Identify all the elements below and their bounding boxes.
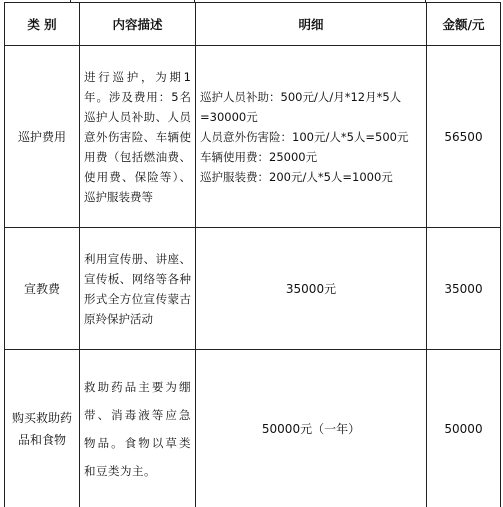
row-amount: 56500 [427,46,501,228]
row-detail [196,46,427,228]
row-description: 救助药品主要为绷带、消毒液等应急物品。食物以草类和豆类为主。 [80,350,196,507]
row-amount: 50000 [427,350,501,507]
detail-line: 巡护人员补助：500元/人/月*12月*5人=30000元 [200,89,402,124]
row-category: 巡护费用 [5,46,80,228]
header-description: 内容描述 [80,3,196,46]
row-description: 进行巡护，为期1年。涉及费用：5名巡护人员补助、人员意外伤害险、车辆使用费（包括燃油费、使用费、保险等）、巡护服装费等 [80,46,196,228]
detail-line: 人员意外伤害险：100元/人*5人=500元 [200,129,409,144]
table-row [5,228,501,350]
header-amount: 金额/元 [427,3,501,46]
row-detail: 35000元 [196,228,427,350]
row-category: 购买救助药品和食物 [5,350,80,507]
table-row [5,350,501,507]
row-description: 利用宣传册、讲座、宣传板、网络等各种形式全方位宣传蒙古原羚保护活动 [80,228,196,350]
detail-line: 巡护服装费：200元/人*5人=1000元 [200,169,393,184]
row-amount: 35000 [427,228,501,350]
detail-line: 车辆使用费：25000元 [200,149,318,164]
row-category: 宣教费 [5,228,80,350]
header-category: 类 别 [5,3,80,46]
row-detail: 50000元（一年） [196,350,427,507]
table-header-row [5,3,501,46]
expense-table [4,2,501,507]
table-row [5,46,501,228]
header-detail: 明细 [196,3,427,46]
